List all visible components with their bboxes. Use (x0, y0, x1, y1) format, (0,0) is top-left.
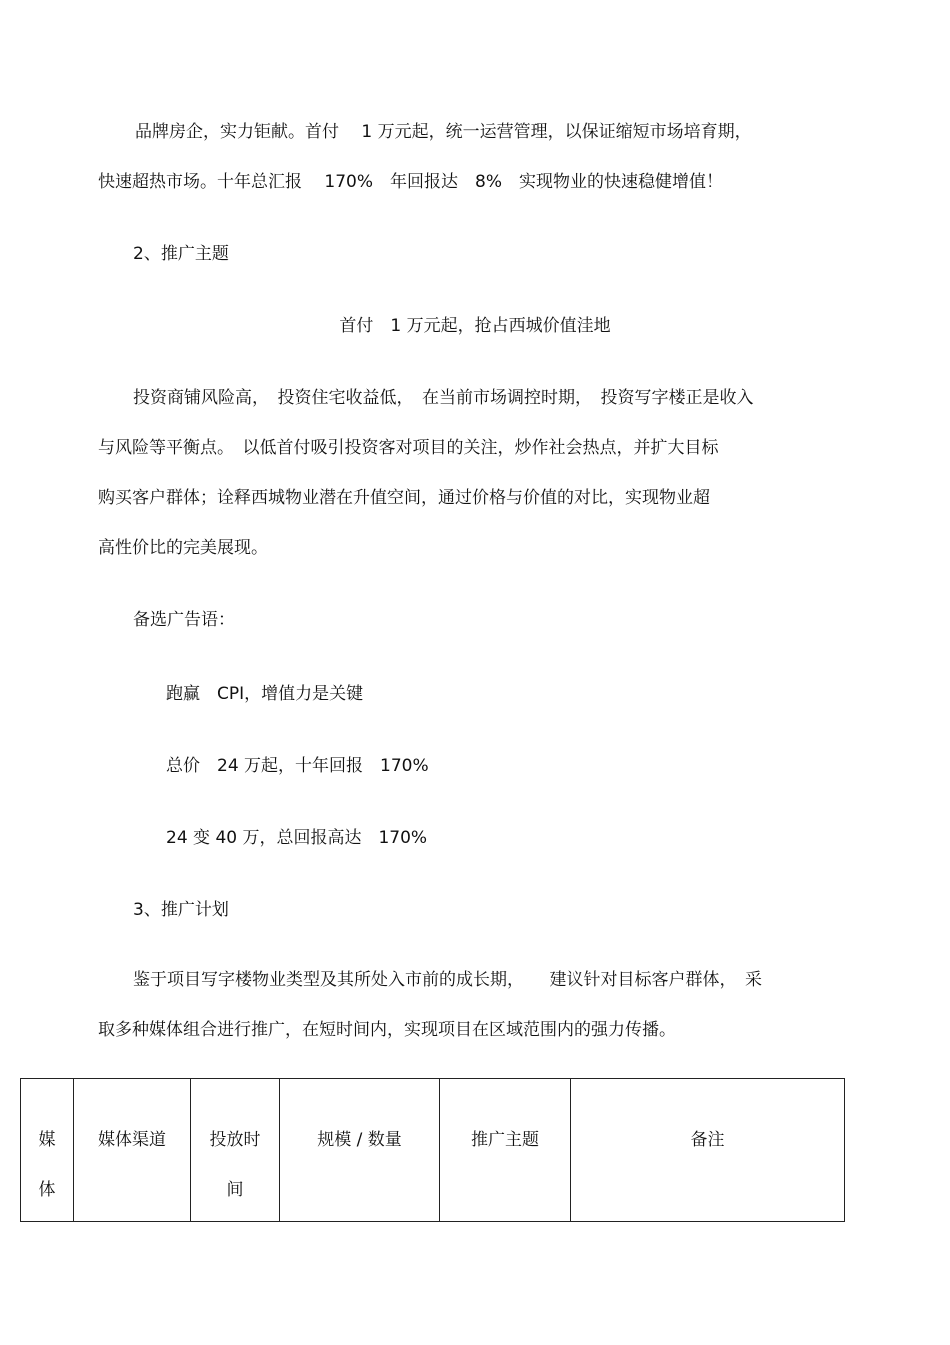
section2-heading: 2、推广主题 (133, 244, 229, 264)
section2-para-line-1: 投资商铺风险高， 投资住宅收益低， 在当前市场调控时期， 投资写字楼正是收入 (133, 388, 754, 408)
table-header-cell: 备注 (571, 1079, 845, 1222)
table-header-row (21, 1079, 845, 1222)
table-header-cell: 推广主题 (440, 1079, 571, 1222)
slogan-item: 24 变 40 万，总回报高达 170% (166, 828, 428, 848)
intro-line-2: 快速超热市场。十年总汇报 170% 年回报达 8% 实现物业的快速稳健增值！ (98, 172, 723, 192)
section3-para-line-2: 取多种媒体组合进行推广，在短时间内，实现项目在区域范围内的强力传播。 (98, 1020, 676, 1040)
section2-para-line-2: 与风险等平衡点。 以低首付吸引投资客对项目的关注，炒作社会热点，并扩大目标 (98, 438, 719, 458)
section3-heading: 3、推广计划 (133, 900, 229, 920)
section2-para-line-4: 高性价比的完美展现。 (98, 538, 268, 558)
section3-para-line-1: 鉴于项目写字楼物业类型及其所处入市前的成长期， 建议针对目标客户群体， 采 (133, 970, 762, 990)
section2-para-line-3: 购买客户群体；诠释西城物业潜在升值空间，通过价格与价值的对比，实现物业超 (98, 488, 710, 508)
table-header-cell: 投放时 间 (191, 1079, 280, 1222)
media-plan-table (20, 1078, 845, 1222)
slogan-item: 总价 24 万起，十年回报 170% (166, 756, 429, 776)
table-header-cell: 媒体渠道 (74, 1079, 191, 1222)
intro-line-1: 品牌房企，实力钜献。首付 1 万元起，统一运营管理，以保证缩短市场培育期， (135, 122, 752, 142)
slogan-item: 跑赢 CPI，增值力是关键 (166, 684, 364, 704)
promo-theme: 首付 1 万元起，抢占西城价值洼地 (339, 316, 611, 336)
slogans-label: 备选广告语： (133, 610, 235, 630)
table-header-cell: 规模 / 数量 (280, 1079, 440, 1222)
table-header-cell: 媒 体 (21, 1079, 74, 1222)
